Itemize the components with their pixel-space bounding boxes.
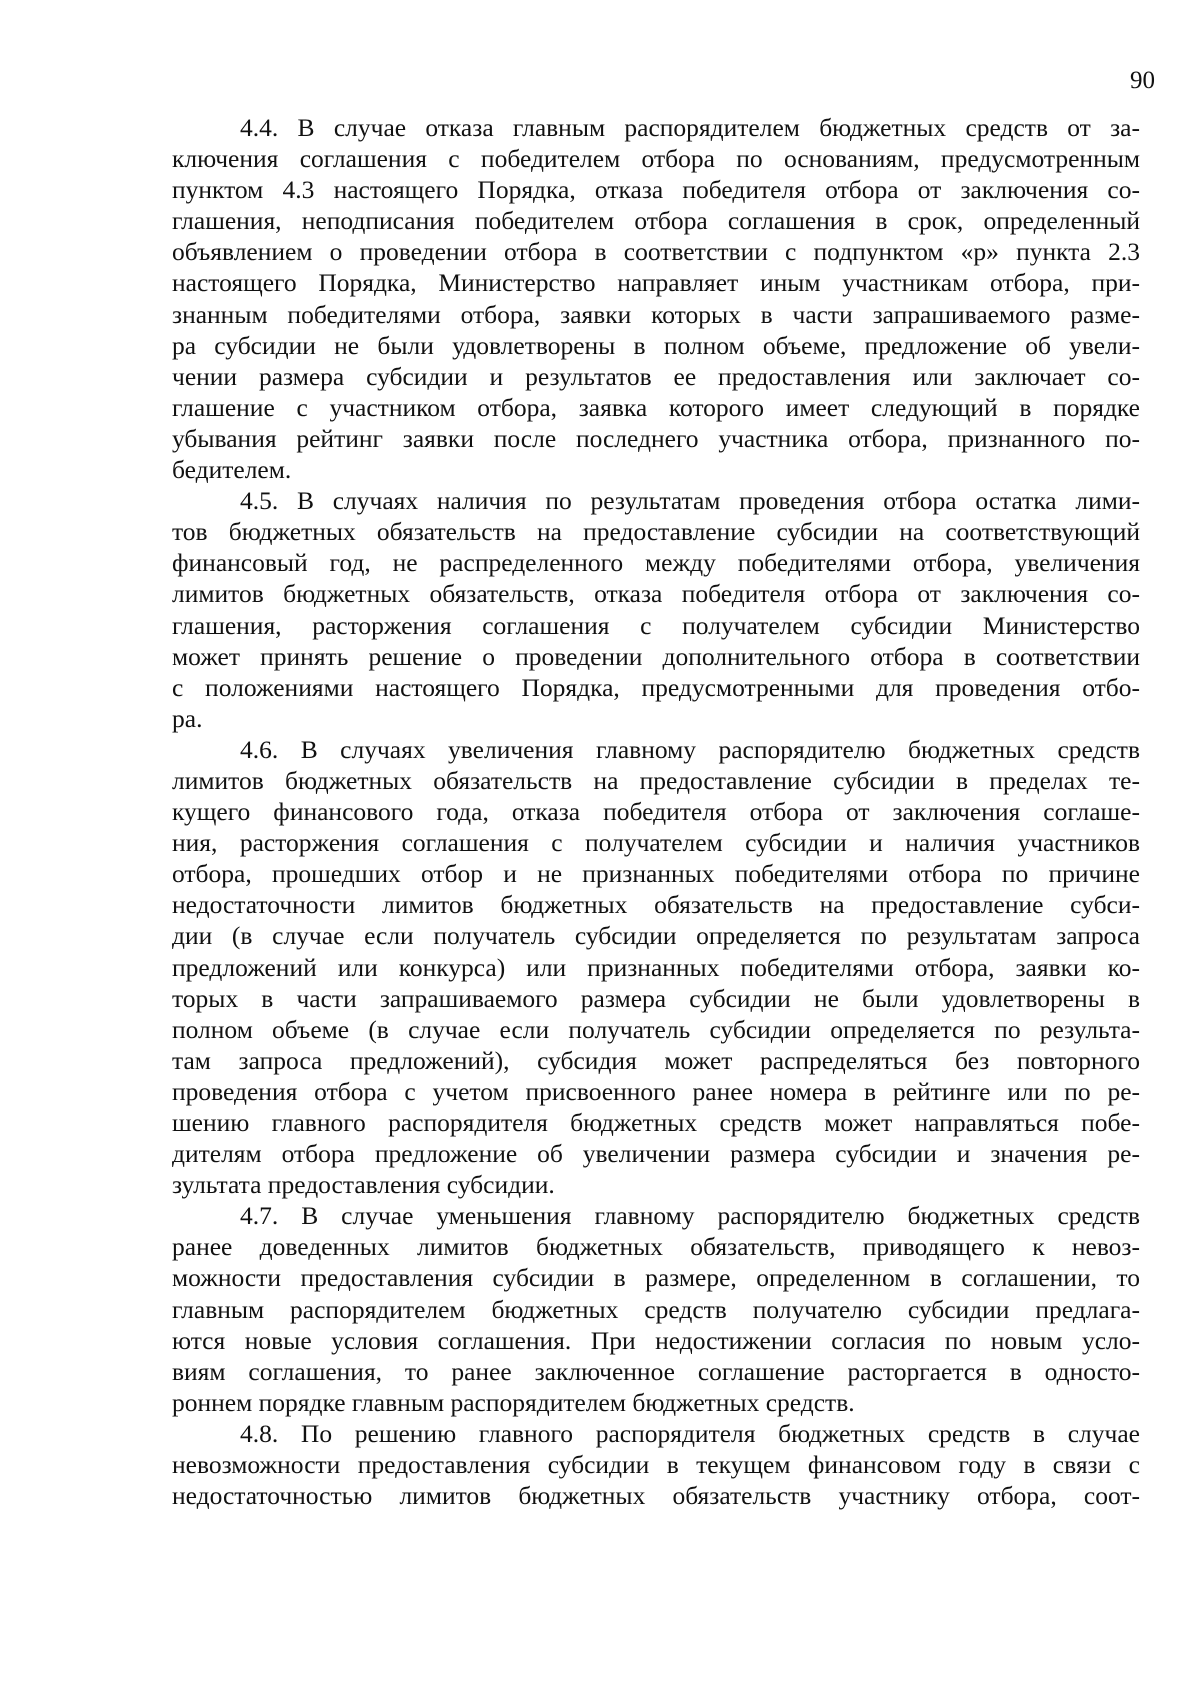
text-line: отбора, прошедших отбор и не признанных победителями отбора по причине <box>172 859 1140 889</box>
document-body <box>172 112 1140 1511</box>
text-line: 4.7. В случае уменьшения главному распорядителю бюджетных средств <box>240 1201 1140 1231</box>
text-line: ния, расторжения соглашения с получателем субсидии и наличия участников <box>172 828 1140 858</box>
text-line: зультата предоставления субсидии. <box>172 1170 555 1200</box>
text-line: лимитов бюджетных обязательств на предоставление субсидии в пределах те- <box>172 765 1140 795</box>
text-line: ра. <box>172 703 203 733</box>
text-line: пунктом 4.3 настоящего Порядка, отказа победителя отбора от заключения со- <box>172 175 1140 205</box>
text-line: там запроса предложений), субсидия может распределяться без повторного <box>172 1045 1140 1075</box>
text-line: чении размера субсидии и результатов ее предоставления или заключает со- <box>172 361 1140 391</box>
text-line: 4.5. В случаях наличия по результатам проведения отбора остатка лими- <box>240 486 1140 516</box>
text-line: знанным победителями отбора, заявки которых в части запрашиваемого разме- <box>172 299 1140 329</box>
text-line: глашение с участником отбора, заявка которого имеет следующий в порядке <box>172 392 1140 422</box>
text-line: предложений или конкурса) или признанных победителями отбора, заявки ко- <box>172 952 1140 982</box>
text-line: виям соглашения, то ранее заключенное соглашение расторгается в односто- <box>172 1356 1140 1386</box>
text-line: настоящего Порядка, Министерство направляет иным участникам отбора, при- <box>172 268 1140 298</box>
text-line: бедителем. <box>172 455 292 485</box>
text-line: главным распорядителем бюджетных средств получателю субсидии предлага- <box>172 1294 1140 1324</box>
text-line: ра субсидии не были удовлетворены в полном объеме, предложение об увели- <box>172 330 1140 360</box>
paragraph-4-8 <box>172 1418 1140 1511</box>
paragraph-4-6 <box>172 734 1140 1200</box>
text-line: проведения отбора с учетом присвоенного ранее номера в рейтинге или по ре- <box>172 1076 1140 1106</box>
text-line: кущего финансового года, отказа победителя отбора от заключения соглаше- <box>172 797 1140 827</box>
text-line: 4.8. По решению главного распорядителя бюджетных средств в случае <box>240 1418 1140 1448</box>
page-number: 90 <box>1130 67 1155 94</box>
text-line: 4.4. В случае отказа главным распорядителем бюджетных средств от за- <box>240 113 1140 142</box>
text-line: глашения, расторжения соглашения с получателем субсидии Министерство <box>172 610 1140 640</box>
text-line: невозможности предоставления субсидии в текущем финансовом году в связи с <box>172 1450 1140 1480</box>
paragraph-4-5 <box>172 485 1140 734</box>
text-line: торых в части запрашиваемого размера субсидии не были удовлетворены в <box>172 983 1140 1013</box>
text-line: лимитов бюджетных обязательств, отказа победителя отбора от заключения со- <box>172 579 1140 609</box>
paragraph-4-4 <box>172 112 1140 485</box>
text-line: объявлением о проведении отбора в соответствии с подпунктом «р» пункта 2.3 <box>172 237 1140 267</box>
text-line: убывания рейтинг заявки после последнего участника отбора, признанного по- <box>172 423 1140 453</box>
text-line: дителям отбора предложение об увеличении размера субсидии и значения ре- <box>172 1139 1140 1169</box>
text-line: ются новые условия соглашения. При недостижении согласия по новым усло- <box>172 1325 1140 1355</box>
text-line: недостаточности лимитов бюджетных обязательств на предоставление субси- <box>172 890 1140 920</box>
text-line: глашения, неподписания победителем отбора соглашения в срок, определенный <box>172 206 1140 236</box>
text-line: недостаточностью лимитов бюджетных обязательств участнику отбора, соот- <box>172 1481 1140 1511</box>
paragraph-4-7 <box>172 1200 1140 1418</box>
text-line: шению главного распорядителя бюджетных средств может направляться побе- <box>172 1108 1140 1137</box>
text-line: может принять решение о проведении дополнительного отбора в соответствии <box>172 641 1140 671</box>
text-line: тов бюджетных обязательств на предоставление субсидии на соответствующий <box>172 517 1140 547</box>
text-line: дии (в случае если получатель субсидии определяется по результатам запроса <box>172 921 1140 951</box>
text-line: роннем порядке главным распорядителем бюджетных средств. <box>172 1387 855 1417</box>
text-line: ключения соглашения с победителем отбора по основаниям, предусмотренным <box>172 144 1140 174</box>
text-line: полном объеме (в случае если получатель субсидии определяется по результа- <box>172 1014 1140 1044</box>
text-line: финансовый год, не распределенного между победителями отбора, увеличения <box>172 548 1140 578</box>
text-line: с положениями настоящего Порядка, предусмотренными для проведения отбо- <box>172 672 1140 702</box>
text-line: ранее доведенных лимитов бюджетных обязательств, приводящего к невоз- <box>172 1232 1140 1262</box>
text-line: 4.6. В случаях увеличения главному распорядителю бюджетных средств <box>240 734 1140 764</box>
text-line: можности предоставления субсидии в размере, определенном в соглашении, то <box>172 1263 1140 1293</box>
